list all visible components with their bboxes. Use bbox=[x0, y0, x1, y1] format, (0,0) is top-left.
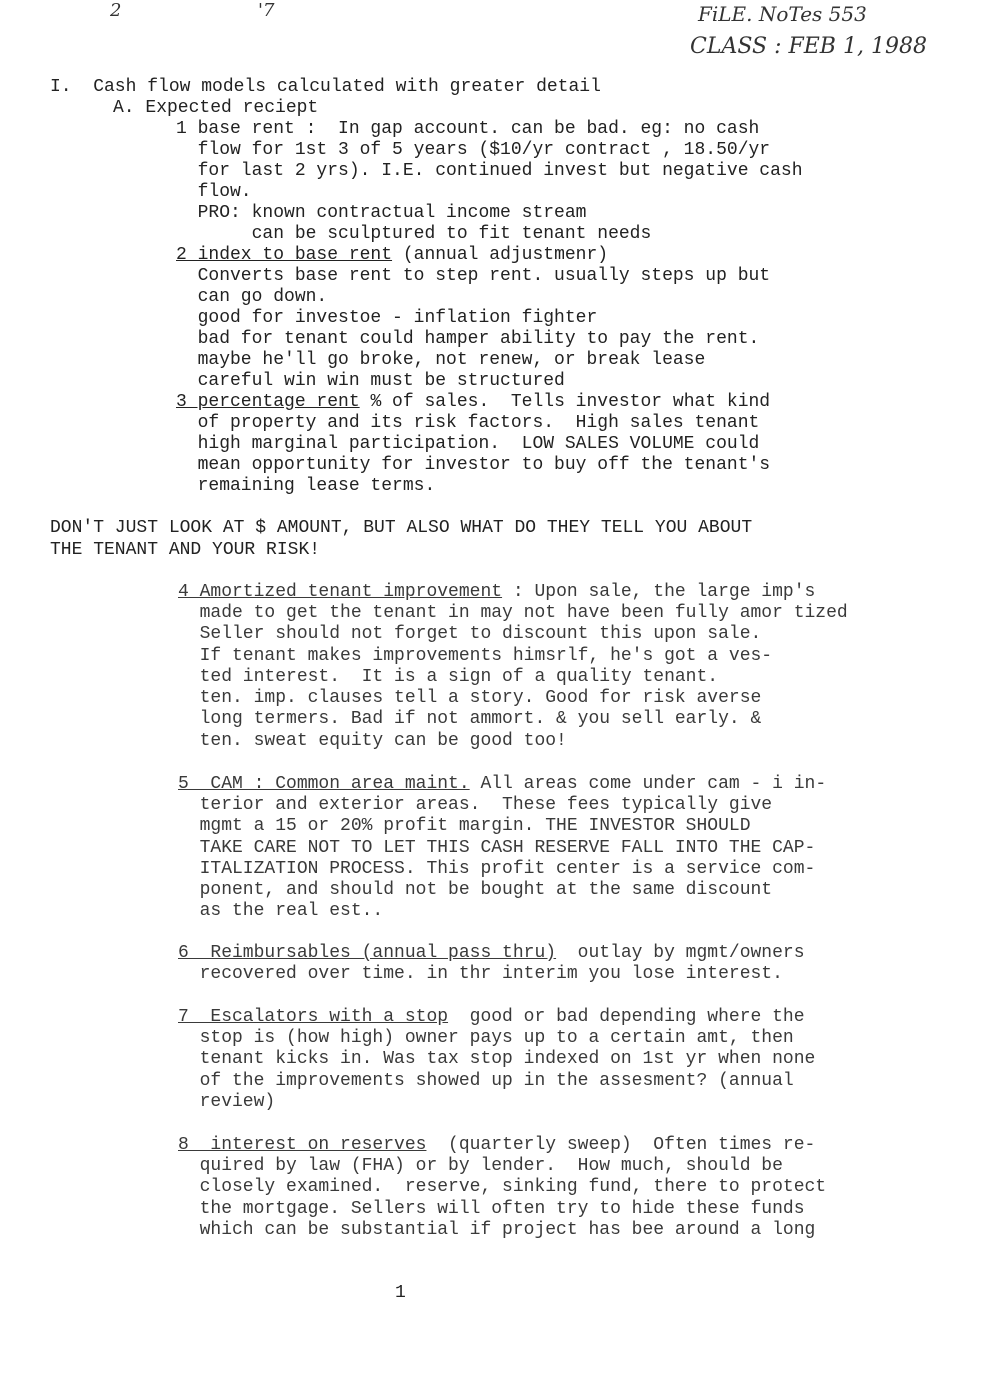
item-title-line bbox=[176, 245, 608, 266]
item-line: high marginal participation. LOW SALES VOLUME could bbox=[176, 434, 760, 454]
item-line: long termers. Bad if not ammort. & you sell early. & bbox=[178, 709, 762, 729]
item-line: of property and its risk factors. High sales tenant bbox=[176, 413, 760, 433]
item-line: ted interest. It is a sign of a quality tenant. bbox=[178, 667, 719, 687]
item-title-rest: (annual adjustmenr) bbox=[392, 245, 609, 265]
item-line: flow. bbox=[176, 182, 252, 202]
item-line: PRO: known contractual income stream bbox=[176, 203, 587, 223]
item-line: made to get the tenant in may not have been fully amor tized bbox=[178, 603, 848, 623]
item-line: terior and exterior areas. These fees typically give bbox=[178, 795, 773, 815]
item-line: TAKE CARE NOT TO LET THIS CASH RESERVE FALL INTO THE CAP- bbox=[178, 838, 816, 858]
item-title: 4 Amortized tenant improvement bbox=[178, 582, 503, 602]
item-title-line bbox=[178, 1007, 805, 1028]
item-line: 1 base rent : In gap account. can be bad. eg: no cash bbox=[176, 119, 760, 139]
item-line: ponent, and should not be bought at the same discount bbox=[178, 880, 773, 900]
item-title: 2 index to base rent bbox=[176, 245, 393, 265]
item-line: stop is (how high) owner pays up to a certain amt, then bbox=[178, 1028, 794, 1048]
item-line: Converts base rent to step rent. usually steps up but bbox=[176, 266, 771, 286]
item-line: Seller should not forget to discount this upon sale. bbox=[178, 624, 762, 644]
item-line: good for investoe - inflation fighter bbox=[176, 308, 598, 328]
item-title-rest: good or bad depending where the bbox=[448, 1007, 805, 1027]
item-title-rest: (quarterly sweep) Often times re- bbox=[426, 1135, 816, 1155]
item-title-line bbox=[178, 582, 815, 603]
item-line: can be sculptured to fit tenant needs bbox=[176, 224, 652, 244]
item-title: 3 percentage rent bbox=[176, 392, 360, 412]
item-line: maybe he'll go broke, not renew, or break lease bbox=[176, 350, 706, 370]
item-line: quired by law (FHA) or by lender. How much, should be bbox=[178, 1156, 783, 1176]
item-line: recovered over time. in thr interim you lose interest. bbox=[178, 964, 783, 984]
item-line: mgmt a 15 or 20% profit margin. THE INVESTOR SHOULD bbox=[178, 816, 751, 836]
item-title-line bbox=[178, 1135, 815, 1156]
section-heading: I. Cash flow models calculated with greater detail bbox=[50, 77, 601, 97]
item-line: can go down. bbox=[176, 287, 328, 307]
item-line: for last 2 yrs). I.E. continued invest but negative cash bbox=[176, 161, 803, 181]
item-line: closely examined. reserve, sinking fund, there to protect bbox=[178, 1177, 827, 1197]
item-title: 5 CAM : Common area maint. bbox=[178, 774, 470, 794]
item-line: the mortgage. Sellers will often try to hide these funds bbox=[178, 1199, 805, 1219]
item-title-rest: % of sales. Tells investor what kind bbox=[359, 392, 771, 412]
file-note: FiLE. NoTes 553 bbox=[698, 2, 867, 26]
page-number: 1 bbox=[395, 1283, 406, 1303]
item-title: 6 Reimbursables (annual pass thru) bbox=[178, 943, 557, 963]
item-line: remaining lease terms. bbox=[176, 476, 436, 496]
item-line: tenant kicks in. Was tax stop indexed on 1st yr when none bbox=[178, 1049, 816, 1069]
warning-line: DON'T JUST LOOK AT $ AMOUNT, BUT ALSO WHAT DO THEY TELL YOU ABOUT bbox=[50, 518, 753, 538]
item-line: mean opportunity for investor to buy off the tenant's bbox=[176, 455, 771, 475]
warning-line: THE TENANT AND YOUR RISK! bbox=[50, 540, 321, 560]
item-line: which can be substantial if project has bee around a long bbox=[178, 1220, 816, 1240]
item-title: 8 interest on reserves bbox=[178, 1135, 427, 1155]
subsection-a: A. Expected reciept bbox=[113, 98, 319, 118]
class-date-note: CLASS : FEB 1, 1988 bbox=[690, 34, 927, 59]
item-title-rest: All areas come under cam - i in- bbox=[469, 774, 827, 794]
item-title: 7 Escalators with a stop bbox=[178, 1007, 449, 1027]
item-title-rest: : Upon sale, the large imp's bbox=[502, 582, 816, 602]
item-line: of the improvements showed up in the assesment? (annual bbox=[178, 1071, 794, 1091]
item-line: ten. sweat equity can be good too! bbox=[178, 731, 567, 751]
item-line: If tenant makes improvements himsrlf, he's got a ves- bbox=[178, 646, 773, 666]
item-line: ITALIZATION PROCESS. This profit center is a service com- bbox=[178, 859, 816, 879]
item-title-line bbox=[178, 774, 826, 795]
item-title-rest: outlay by mgmt/owners bbox=[556, 943, 805, 963]
item-line: flow for 1st 3 of 5 years ($10/yr contract , 18.50/yr bbox=[176, 140, 771, 160]
top-left-mark: 2 bbox=[110, 0, 122, 21]
item-line: as the real est.. bbox=[178, 901, 384, 921]
item-line: review) bbox=[178, 1092, 276, 1112]
top-mid-mark: '7 bbox=[258, 0, 275, 21]
item-line: careful win win must be structured bbox=[176, 371, 565, 391]
item-line: bad for tenant could hamper ability to pay the rent. bbox=[176, 329, 760, 349]
item-title-line bbox=[178, 943, 805, 964]
item-title-line bbox=[176, 392, 770, 413]
item-line: ten. imp. clauses tell a story. Good for risk averse bbox=[178, 688, 762, 708]
